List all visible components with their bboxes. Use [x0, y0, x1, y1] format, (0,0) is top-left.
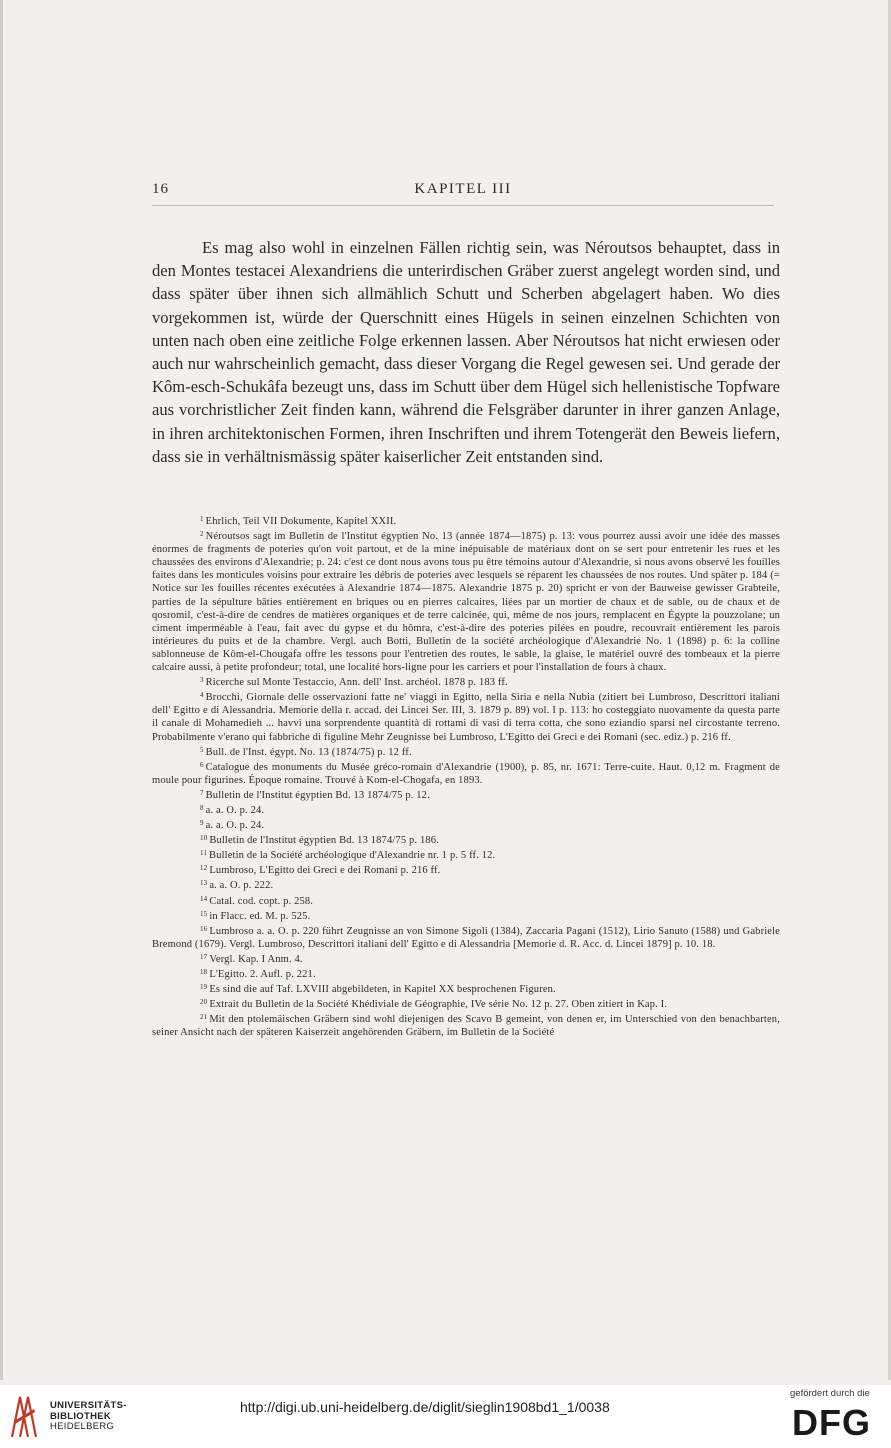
header-rule — [152, 205, 774, 206]
footnote — [152, 817, 780, 832]
footnote-text: Catalogue des monuments du Musée gréco-romain d'Alexandrie (1900), p. 85, nr. 1671: Terre-cuite. Haut. 0,12 m. Fragment de moule pour figurines. Époque romaine. Trouvé à Kom-el-Chogafa, en 1893. — [152, 761, 780, 786]
footnote — [152, 744, 780, 759]
university-name-line2: BIBLIOTHEK — [50, 1410, 112, 1422]
footnote-text: L'Egitto. 2. Aufl. p. 221. — [209, 969, 316, 980]
footnote-text: Brocchi, Giornale delle osservazioni fatte ne' viaggi in Egitto, nella Siria e nella Nubia (zitiert bei Lumbroso, Descrittori italiani dell' Egitto e di Alessandria. Memorie della r. accad. dei Lincei Ser. III, 3. 1879 p. 89) vol. I p. 113: ho costeggiato nuovamente da questa parte il canale di Mohamedieh ... havvi una sorprendente quantità di rottami di vasi di terra cotta, che sono eziandio sparsi nel circostante terreno. Probabilmente v'erano qui fabbriche di figuline Mehr Zeugnisse bei Lumbroso, L'Egitto dei Greci e dei Romani (sec. ediz.) p. 216 ff. — [152, 692, 780, 743]
footnote-number: 3 — [200, 676, 204, 685]
footnote-text: Bulletin de l'Institut égyptien Bd. 13 1874/75 p. 12. — [205, 789, 430, 801]
footnote — [152, 759, 780, 787]
footnote-text: in Flacc. ed. M. p. 525. — [209, 910, 311, 922]
footnote-number: 8 — [200, 803, 204, 812]
footnote — [152, 847, 780, 862]
footnote-number: 21 — [200, 1013, 208, 1022]
footnote-number: 14 — [200, 894, 208, 903]
footnote-number: 2 — [200, 530, 204, 539]
digitization-url-link[interactable]: http://digi.ub.uni-heidelberg.de/diglit/sieglin1908bd1_1/0038 — [240, 1399, 610, 1415]
footnote — [152, 832, 780, 847]
footnote-text: Vergl. Kap. I Anm. 4. — [209, 953, 303, 965]
footnote-number: 17 — [200, 952, 208, 961]
footnote — [152, 689, 780, 743]
footnote-text: Ehrlich, Teil VII Dokumente, Kapitel XXII. — [205, 516, 397, 527]
footnote-number: 10 — [200, 834, 208, 843]
footnote-text: Bulletin de la Société archéologique d'Alexandrie nr. 1 p. 5 ff. 12. — [209, 850, 496, 862]
footnote-text: Catal. cod. copt. p. 258. — [209, 895, 314, 907]
footnote-text: Néroutsos sagt im Bulletin de l'Institut égyptien No. 13 (année 1874—1875) p. 13: vous pourrez aussi avoir une idée des masses énormes de fragments de poteries qu'on voit partout, et de la mine inépuisable de matériaux dont on se sert pour entretenir les rues et les chaussées des environs d'Alexandrie; p. 24: c'est ce dont nous avons tous pu être témoins autour d'Alexandrie, si nous avons observé les fouilles faites dans les monticules voisins pour extraire les débris de poteries avec lesquels se réparent les chaussées de nos routes. Und später p. 184 (= Notice sur les fouilles récentes exécutées à Alexandrie 1874—1875. Alexandrie 1875 p. 20) spricht er von der Bauweise gewisser Grabteile, parties de la sépulture bâties entièrement en briques ou en pierres calcaires, liées par un mortier de chaux et de sable, ou de chaux et de qosromil, c'est-à-dire de cendres de matières organiques et de terre calcinée, qui, même de nos jours, remplacent en Égypte la pouzzolane; un ciment imperméable à l'eau, fait avec du gypse et du hômra, c'est-à-dire des poteries pilées en poudre, recouvrait entièrement les parois intérieures du puits et de la chambre. Vergl. auch Botti, Bulletin de la société archéologique d'Alexandrie No. 1 (1898) p. 6: la colline sablonneuse de Kôm-el-Chougafa offre les tessons pour l'entretien des routes, le sable, la glaise, le matériel ouvré des tombeaux et la pierre calcaire aussi, à petite profondeur; total, une localité hors-ligne pour les carriers et pour l'installation de fours à chaux. — [152, 531, 780, 674]
page-header — [152, 181, 774, 205]
footnote — [152, 966, 780, 981]
footnote — [152, 528, 780, 674]
footnote-number: 20 — [200, 998, 208, 1007]
footnote-text: Bulletin de l'Institut égyptien Bd. 13 1874/75 p. 186. — [209, 835, 439, 847]
footnote-number: 18 — [200, 968, 208, 976]
footnote-text: Extrait du Bulletin de la Société Khédiviale de Géographie, IVe série No. 12 p. 27. Oben zitiert in Kap. I. — [209, 999, 668, 1011]
footnote-number: 15 — [200, 909, 208, 918]
university-name[interactable] — [50, 1401, 127, 1433]
footnotes-section — [152, 513, 780, 1039]
footnote-text: Lumbroso a. a. O. p. 220 führt Zeugnisse an von Simone Sigoli (1384), Zaccaria Pagani (1512), Lirio Sanuto (1588) und Gabriele Bremond (1679). Vergl. Lumbroso, Descrittori italiani dell' Egitto e di Alessandria [Memorie d. R. Acc. d. Lincei 1879] p. 10. 18. — [152, 925, 780, 950]
footnote-text: Lumbroso, L'Egitto dei Greci e dei Romani p. 216 ff. — [209, 865, 441, 877]
footnote-number: 5 — [200, 745, 204, 754]
footnote — [152, 893, 780, 908]
university-logo-icon[interactable] — [8, 1393, 42, 1439]
footnote — [152, 981, 780, 996]
footnote — [152, 951, 780, 966]
footnote-number: 16 — [200, 924, 208, 933]
footnote-text: Mit den ptolemäischen Gräbern sind wohl diejenigen des Scavo B gemeint, von denen er, im Unterschied von den benachbarten, seiner Ansicht nach der späteren Kaiserzeit angehörenden Gräbern, im Bulletin de la Société — [152, 1014, 780, 1039]
footnote-number: 1 — [200, 515, 204, 523]
footnote-number: 7 — [200, 788, 204, 797]
footnote-number: 12 — [200, 864, 208, 873]
footnote-text: a. a. O. p. 24. — [205, 820, 265, 832]
footnote — [152, 908, 780, 923]
svg-text:DFG: DFG — [792, 1404, 871, 1438]
footnote-text: Ricerche sul Monte Testaccio, Ann. dell' Inst. archéol. 1878 p. 183 ff. — [205, 677, 508, 689]
running-title: KAPITEL III — [414, 181, 512, 197]
viewer-footer — [0, 1385, 891, 1448]
footnote-text: Es sind die auf Taf. LXVIII abgebildeten, in Kapitel XX besprochenen Figuren. — [209, 984, 556, 996]
university-name-line1: UNIVERSITÄTS- — [50, 1400, 127, 1411]
footnote — [152, 923, 780, 951]
dfg-funding-label: gefördert durch die — [790, 1388, 870, 1399]
footnote — [152, 996, 780, 1011]
footnote — [152, 787, 780, 802]
footnote-text: Bull. de l'Inst. égypt. No. 13 (1874/75) p. 12 ff. — [205, 746, 412, 758]
footnote-number: 19 — [200, 983, 208, 992]
footnote-number: 6 — [200, 760, 204, 769]
footnote — [152, 877, 780, 892]
footnote — [152, 1011, 780, 1039]
footnote-number: 11 — [200, 849, 208, 858]
footnote-number: 13 — [200, 879, 208, 888]
footnote — [152, 674, 780, 689]
university-name-line3: HEIDELBERG — [50, 1421, 115, 1432]
footnote-text: a. a. O. p. 24. — [205, 804, 265, 816]
main-paragraph: Es mag also wohl in einzelnen Fällen richtig sein, was Néroutsos behauptet, dass in den Montes testacei Alexandriens die unterirdischen Gräber zuerst angelegt worden sind, und dass später über ihnen sich allmählich Schutt und Scherben abgelagert haben. Wo dies vorgekommen ist, würde der Querschnitt eines Hügels in seinen einzelnen Schichten von unten nach oben eine zeitliche Folge erkennen lassen. Aber Néroutsos hat nicht erwiesen oder auch nur wahrscheinlich gemacht, dass dieser Vorgang die Regel gewesen sei. Und gerade der Kôm-esch-Schukâfa bezeugt uns, dass im Schutt über dem Hügel sich hellenistische Topfware aus vorchristlicher Zeit finden kann, während die Felsgräber darunter in ihrer ganzen Anlage, in ihren architektonischen Formen, ihren Inschriften und ihrem Totengerät den Beweis liefern, dass sie in verhältnismässig später kaiserlicher Zeit entstanden sind. — [152, 238, 780, 466]
footnote-number: 4 — [200, 691, 204, 700]
dfg-logo-icon[interactable] — [790, 1404, 878, 1438]
footnote — [152, 862, 780, 877]
footnote — [152, 513, 780, 528]
page-number: 16 — [152, 181, 169, 197]
footnote-number: 9 — [200, 819, 204, 828]
footnote-text: a. a. O. p. 222. — [209, 880, 274, 892]
footnote — [152, 802, 780, 817]
